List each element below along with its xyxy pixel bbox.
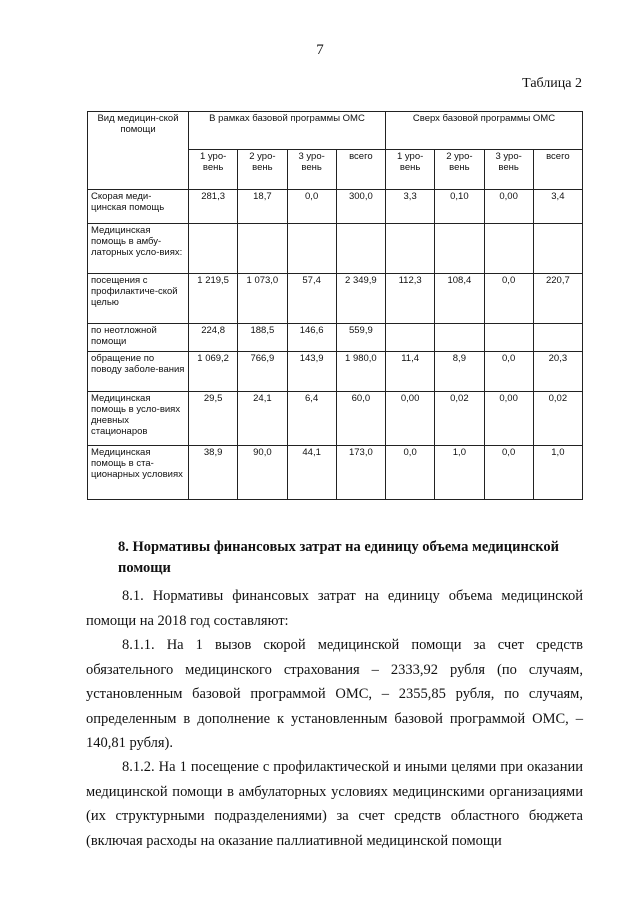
value-cell: 188,5 — [238, 324, 287, 352]
subheader-cell: всего — [336, 150, 385, 190]
value-cell — [287, 224, 336, 274]
value-cell — [533, 224, 582, 274]
paragraph-8-1-1: 8.1.1. На 1 вызов скорой медицинской помощи за счет средств обязательного медицинского страхования – 2333,92 рубля (по случаям, установленным базовой программой ОМС, – 2355,85 рубля, по случаям, определенным в дополнение к установленным базовой программой ОМС, – 140,81 рубля). — [86, 637, 583, 751]
table-row — [88, 190, 583, 224]
value-cell: 108,4 — [435, 274, 484, 324]
value-cell: 90,0 — [238, 446, 287, 500]
value-cell — [386, 224, 435, 274]
row-label: Медицинская помощь в ста-ционарных условиях — [88, 446, 189, 500]
value-cell: 0,10 — [435, 190, 484, 224]
value-cell — [336, 224, 385, 274]
value-cell — [386, 324, 435, 352]
value-cell: 57,4 — [287, 274, 336, 324]
row-label: обращение по поводу заболе-вания — [88, 352, 189, 392]
subheader-cell: 3 уро-вень — [287, 150, 336, 190]
table-row — [88, 392, 583, 446]
value-cell: 11,4 — [386, 352, 435, 392]
value-cell: 44,1 — [287, 446, 336, 500]
value-cell: 1 073,0 — [238, 274, 287, 324]
value-cell: 6,4 — [287, 392, 336, 446]
value-cell — [484, 324, 533, 352]
value-cell: 0,00 — [484, 392, 533, 446]
value-cell: 0,0 — [287, 190, 336, 224]
row-label: Скорая меди-цинская помощь — [88, 190, 189, 224]
row-label: посещения с профилактиче-ской целью — [88, 274, 189, 324]
value-cell: 300,0 — [336, 190, 385, 224]
value-cell: 281,3 — [189, 190, 238, 224]
value-cell — [435, 224, 484, 274]
value-cell: 18,7 — [238, 190, 287, 224]
value-cell: 0,0 — [484, 274, 533, 324]
table-row — [88, 274, 583, 324]
value-cell: 0,0 — [386, 446, 435, 500]
value-cell: 143,9 — [287, 352, 336, 392]
table-caption: Таблица 2 — [522, 76, 582, 91]
value-cell: 0,02 — [533, 392, 582, 446]
value-cell: 224,8 — [189, 324, 238, 352]
value-cell: 29,5 — [189, 392, 238, 446]
value-cell: 38,9 — [189, 446, 238, 500]
value-cell: 146,6 — [287, 324, 336, 352]
value-cell: 220,7 — [533, 274, 582, 324]
value-cell: 559,9 — [336, 324, 385, 352]
value-cell: 1 980,0 — [336, 352, 385, 392]
header-basic-program: В рамках базовой программы ОМС — [189, 112, 386, 150]
value-cell — [238, 224, 287, 274]
subheader-cell: 1 уро-вень — [189, 150, 238, 190]
value-cell: 60,0 — [336, 392, 385, 446]
value-cell: 0,0 — [484, 352, 533, 392]
subheader-cell: 3 уро-вень — [484, 150, 533, 190]
value-cell: 766,9 — [238, 352, 287, 392]
value-cell: 1,0 — [533, 446, 582, 500]
value-cell — [533, 324, 582, 352]
section-heading: 8. Нормативы финансовых затрат на единицу объема медицинской помощи — [118, 539, 560, 576]
value-cell: 3,3 — [386, 190, 435, 224]
value-cell: 8,9 — [435, 352, 484, 392]
paragraph-8-1-2: 8.1.2. На 1 посещение с профилактической и иными целями при оказании медицинской помощи в амбулаторных условиях медицинскими организациями (их структурными подразделениями) за счет средств областного бюджета (включая расходы на оказание паллиативной медицинской помощи — [86, 759, 583, 849]
value-cell: 1 219,5 — [189, 274, 238, 324]
value-cell: 0,0 — [484, 446, 533, 500]
row-label: Медицинская помощь в амбу-латорных усло-виях: — [88, 224, 189, 274]
value-cell: 3,4 — [533, 190, 582, 224]
value-cell — [435, 324, 484, 352]
value-cell — [484, 224, 533, 274]
subheader-cell: 2 уро-вень — [435, 150, 484, 190]
value-cell: 1,0 — [435, 446, 484, 500]
header-care-type: Вид медицин-ской помощи — [88, 112, 189, 190]
table-row — [88, 224, 583, 274]
table-row — [88, 352, 583, 392]
row-label: по неотложной помощи — [88, 324, 189, 352]
subheader-cell: 2 уро-вень — [238, 150, 287, 190]
value-cell: 173,0 — [336, 446, 385, 500]
value-cell: 2 349,9 — [336, 274, 385, 324]
row-label: Медицинская помощь в усло-виях дневных стационаров — [88, 392, 189, 446]
table-body — [88, 190, 583, 500]
subheader-cell: 1 уро-вень — [386, 150, 435, 190]
value-cell — [189, 224, 238, 274]
subheader-cell: всего — [533, 150, 582, 190]
table-row — [88, 446, 583, 500]
volume-table — [87, 111, 583, 500]
value-cell: 0,00 — [484, 190, 533, 224]
header-above-basic-program: Сверх базовой программы ОМС — [386, 112, 583, 150]
value-cell: 112,3 — [386, 274, 435, 324]
value-cell: 20,3 — [533, 352, 582, 392]
value-cell: 1 069,2 — [189, 352, 238, 392]
value-cell: 0,02 — [435, 392, 484, 446]
page-number: 7 — [316, 42, 324, 58]
table-row — [88, 324, 583, 352]
value-cell: 0,00 — [386, 392, 435, 446]
value-cell: 24,1 — [238, 392, 287, 446]
paragraph-8-1: 8.1. Нормативы финансовых затрат на единицу объема медицинской помощи на 2018 год составляют: — [86, 588, 583, 629]
